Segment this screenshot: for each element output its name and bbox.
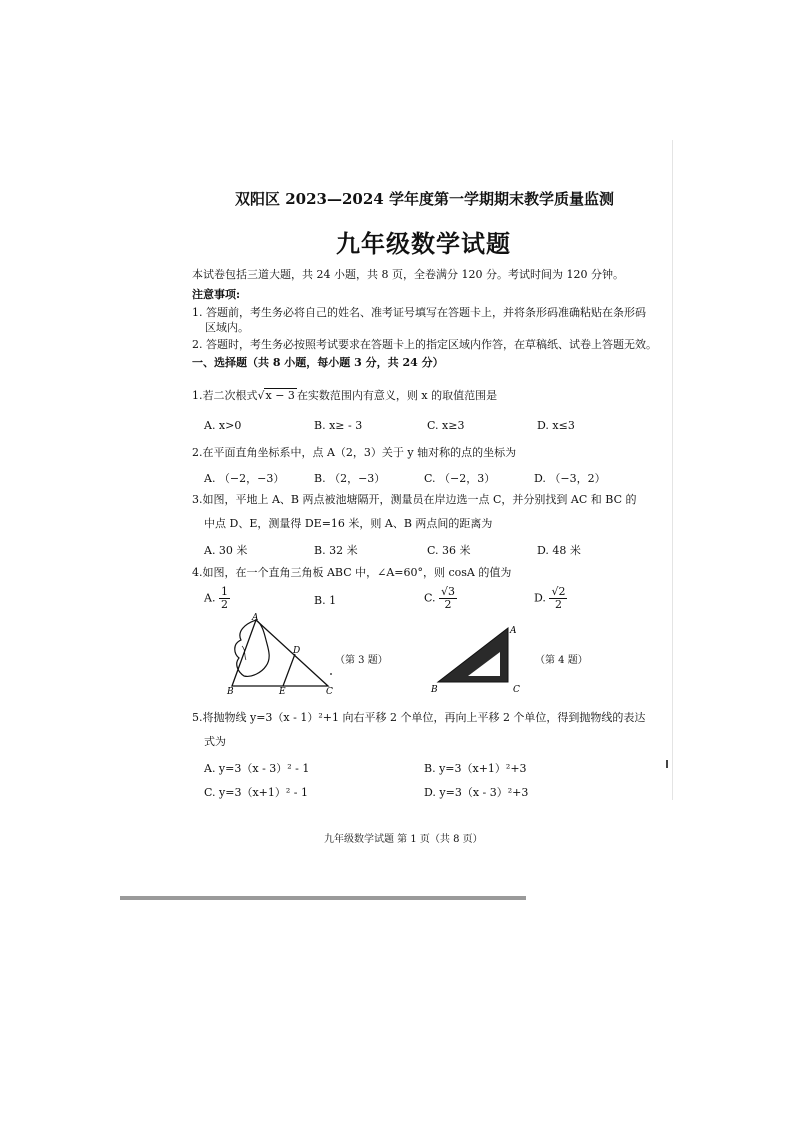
- figure-3-caption: （第 3 题）: [335, 655, 388, 666]
- q4-option-d: [534, 586, 567, 611]
- q2-option-b: B. （2，−3）: [314, 472, 386, 485]
- notice-item-2: 2. 答题时，考生务必按照考试要求在答题卡上的指定区域内作答，在草稿纸、试卷上答题无效。: [192, 338, 657, 351]
- q4-option-d-label: D.: [534, 591, 546, 605]
- q4-option-a-denominator: 2: [220, 598, 228, 611]
- q4-option-b: B. 1: [314, 594, 337, 607]
- q2-option-c: C. （−2，3）: [424, 472, 496, 485]
- scan-divider-bar: [120, 896, 526, 900]
- q1-option-b: B. x≥ - 3: [314, 419, 363, 432]
- question-1-pre: 1.若二次根式: [192, 389, 258, 402]
- dot-mark: [330, 673, 332, 675]
- scan-mark: [666, 760, 668, 768]
- label-a: A: [252, 613, 259, 623]
- question-1-radicand: x − 3: [265, 389, 295, 402]
- notice-heading: 注意事项:: [192, 288, 241, 301]
- figure-question-3: [222, 612, 342, 696]
- q4-option-a-numerator: 1: [220, 585, 228, 598]
- q5-option-a: A. y=3（x - 3）² - 1: [204, 762, 310, 775]
- question-5-stem-line-1: 5.将抛物线 y=3（x - 1）²+1 向右平移 2 个单位，再向上平移 2 个单位，得到抛物线的表达: [192, 711, 646, 724]
- q5-option-d: D. y=3（x - 3）²+3: [424, 786, 529, 799]
- label-a: A: [510, 626, 517, 636]
- q5-option-c: C. y=3（x+1）² - 1: [204, 786, 308, 799]
- label-c: C: [513, 685, 520, 694]
- q4-option-d-denominator: 2: [554, 598, 562, 611]
- question-5-stem-line-2: 式为: [204, 735, 226, 748]
- pond-shape: [235, 620, 269, 676]
- q4-option-a: [204, 586, 230, 611]
- notice-item-1: 1. 答题前，考生务必将自己的姓名、准考证号填写在答题卡上，并将条形码准确粘贴在条形码: [192, 306, 646, 319]
- exam-intro: 本试卷包括三道大题，共 24 小题，共 8 页，全卷满分 120 分。考试时间为 120 分钟。: [192, 268, 624, 281]
- figure-4-caption: （第 4 题）: [535, 655, 588, 666]
- label-b: B: [431, 685, 438, 694]
- q3-option-c: C. 36 米: [427, 544, 471, 557]
- exam-subtitle: 双阳区 2023—2024 学年度第一学期期末教学质量监测: [235, 190, 614, 208]
- q5-option-b: B. y=3（x+1）²+3: [424, 762, 527, 775]
- q4-option-a-fraction: [219, 586, 230, 611]
- q4-option-c-numerator: √3: [441, 585, 456, 598]
- q4-option-c-fraction: [439, 586, 457, 611]
- q1-option-a: A. x>0: [204, 419, 242, 432]
- q4-option-d-fraction: [549, 586, 567, 611]
- q4-option-c-label: C.: [424, 591, 436, 605]
- set-square-outline: [438, 628, 508, 682]
- page-footer: 九年级数学试题 第 1 页（共 8 页）: [324, 834, 483, 845]
- figure-question-4: [426, 620, 526, 694]
- question-3-stem-line-2: 中点 D、E，测量得 DE=16 米，则 A、B 两点间的距离为: [204, 517, 493, 530]
- exam-title: 九年级数学试题: [336, 229, 511, 258]
- q4-option-c: [424, 586, 457, 611]
- question-1-stem: [192, 388, 497, 403]
- q3-option-d: D. 48 米: [537, 544, 581, 557]
- q4-option-d-numerator: √2: [551, 585, 566, 598]
- label-b: B: [227, 687, 234, 696]
- q4-option-a-label: A.: [204, 591, 216, 605]
- question-3-stem-line-1: 3.如图，平地上 A、B 两点被池塘隔开，测量员在岸边选一点 C，并分别找到 AC 和 BC 的: [192, 493, 637, 506]
- notice-item-1-cont: 区域内。: [205, 321, 249, 334]
- q3-option-a: A. 30 米: [204, 544, 248, 557]
- label-c: C: [326, 687, 333, 696]
- q1-option-d: D. x≤3: [537, 419, 575, 432]
- segment-de: [283, 654, 295, 686]
- scan-edge: [672, 140, 673, 800]
- q2-option-a: A. （−2，−3）: [204, 472, 285, 485]
- question-2-stem: 2.在平面直角坐标系中，点 A（2，3）关于 y 轴对称的点的坐标为: [192, 446, 517, 459]
- section-heading: 一、选择题（共 8 小题，每小题 3 分，共 24 分）: [192, 356, 444, 369]
- question-4-stem: 4.如图，在一个直角三角板 ABC 中，∠A=60°，则 cosA 的值为: [192, 566, 512, 579]
- q2-option-d: D. （−3，2）: [534, 472, 606, 485]
- q1-option-c: C. x≥3: [427, 419, 465, 432]
- label-d: D: [293, 646, 301, 656]
- q3-option-b: B. 32 米: [314, 544, 358, 557]
- sqrt-sign: √: [257, 389, 265, 402]
- q4-option-c-denominator: 2: [444, 598, 452, 611]
- question-1-post: 在实数范围内有意义，则 x 的取值范围是: [296, 389, 498, 402]
- label-e: E: [279, 687, 286, 696]
